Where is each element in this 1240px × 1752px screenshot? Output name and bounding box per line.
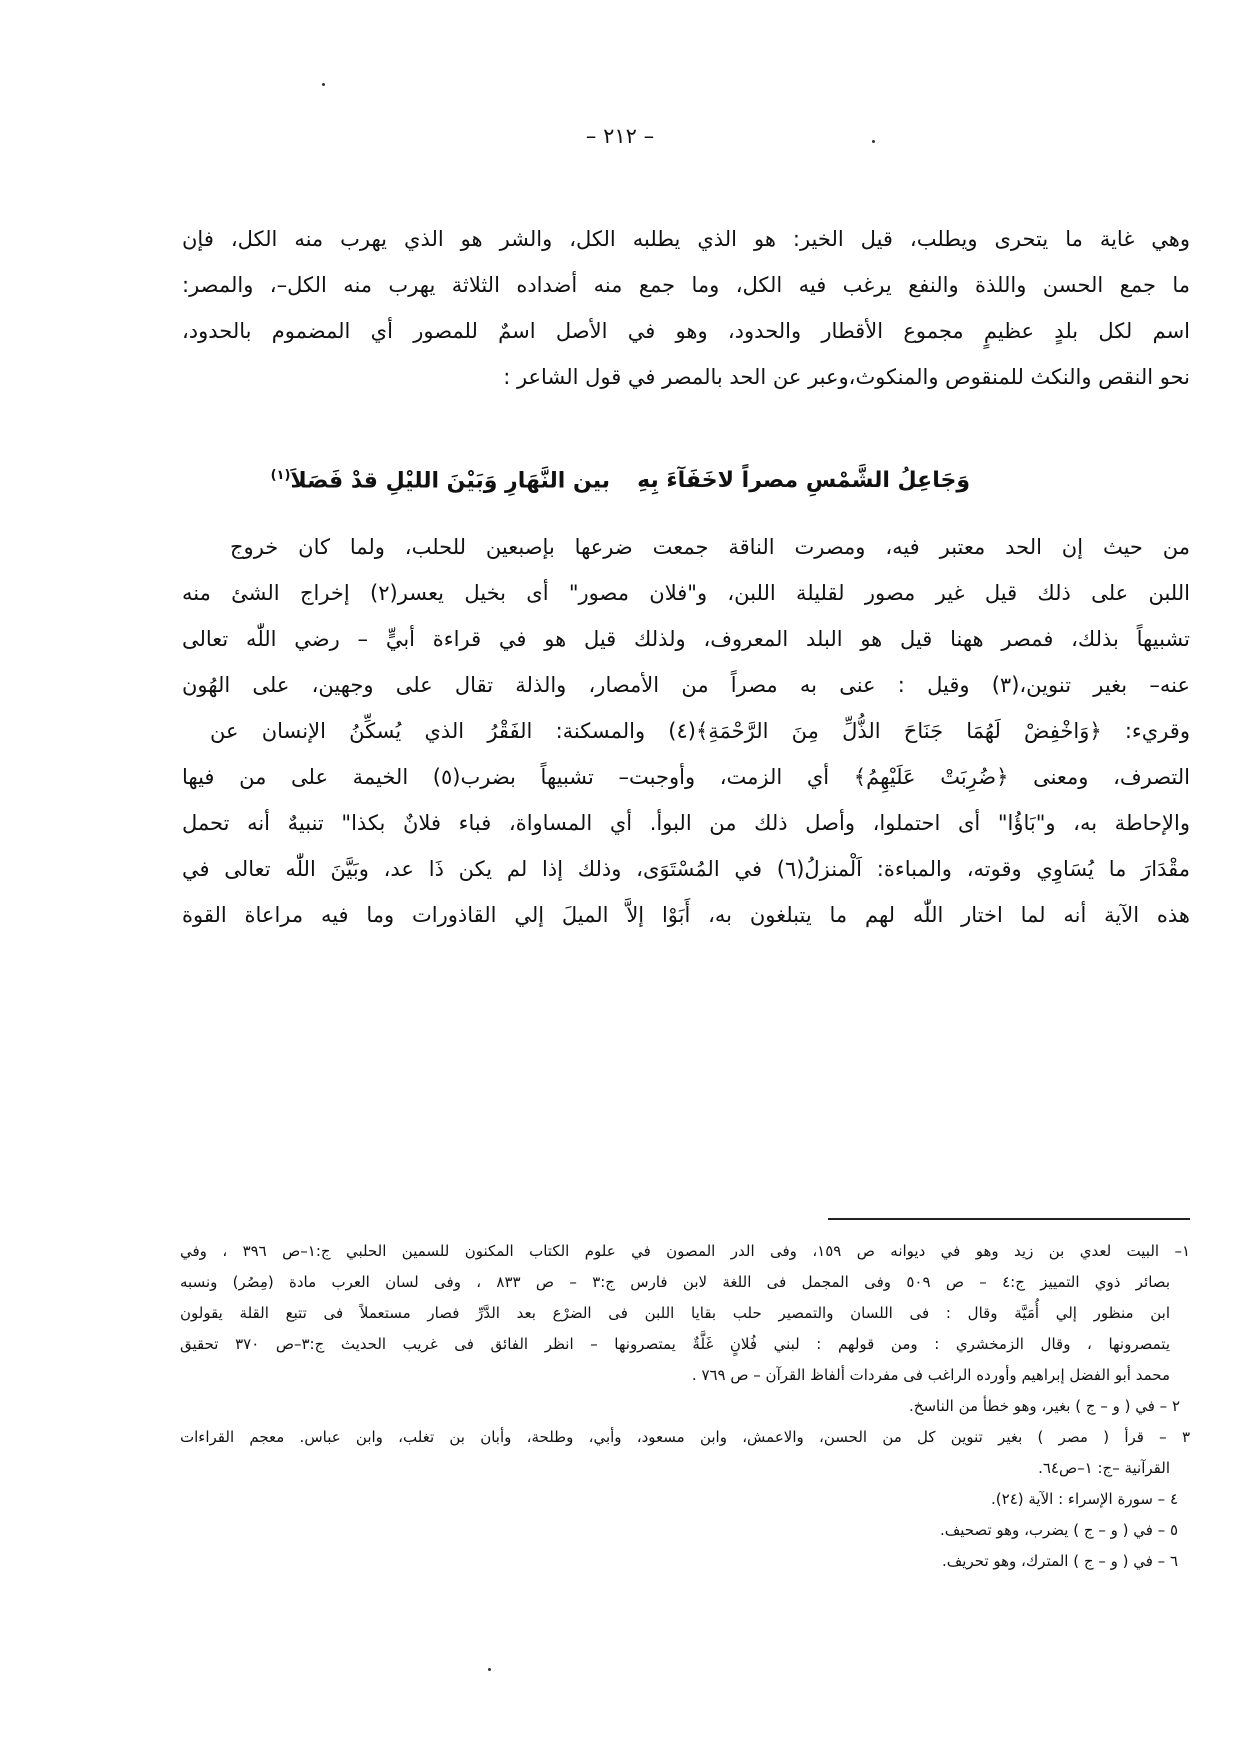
footnote-line: ١– البيت لعدي بن زيد وهو في ديوانه ص ١٥٩، وفى الدر المصون في علوم الكتاب المكنون للسمين الحلبي ج:١–ص ٣٩٦ ، وفي xyxy=(180,1242,1191,1260)
footnote-line: ٣ – قرأ ( مصر ) بغير تنوين كل من الحسن، والاعمش، وابن مسعود، وأبي، وطلحة، وأبان بن تغلب، وابن عباس. معجم القراءات xyxy=(180,1428,1190,1446)
footnote-line: بصائر ذوي التمييز ج:٤ – ص ٥٠٩ وفى المجمل فى اللغة لابن فارس ج:٣ – ص ٨٣٣ ، وفى لسان العرب مادة (مِصُر) ونسبه xyxy=(180,1273,1170,1291)
scan-speck xyxy=(322,83,325,86)
footnote-separator xyxy=(828,1218,1190,1220)
scan-speck xyxy=(488,1668,491,1671)
body-line: اسم لكل بلدٍ عظيمٍ مجموع الأقطار والحدود، وهو في الأصل اسمٌ للمصور أي المضموم بالحدود، xyxy=(182,319,1190,343)
footnote-ref: (١) xyxy=(270,468,291,483)
verse-hemistich-2: بين النَّهَارِ وَبَيْنَ الليْلِ قدْ فَصَلاَ xyxy=(290,468,610,494)
scan-speck xyxy=(872,140,875,143)
footnote-line: يتمصرونها ، وقال الزمخشري : ومن قولهم : لبني فُلانٍ غَلَّةٌ يمتصرونها – انظر الفائق فى غريب الحديث ج:٣–ص ٣٧٠ تحقيق xyxy=(180,1335,1171,1353)
page-number: – ٢١٢ – xyxy=(585,124,655,148)
body-line: التصرف، ومعنى ﴿ضُرِبَتْ عَلَيْهِمُ﴾ أي الزمت، وأوجبت– تشبيهاً بضرب(٥) الخيمة على من فيها xyxy=(182,765,1190,789)
verse-hemistich-1: وَجَاعِلُ الشَّمْسِ مصراً لاخَفَآءَ بِهِ xyxy=(637,468,970,493)
body-line: وهي غاية ما يتحرى ويطلب، قيل الخير: هو الذي يطلبه الكل، والشر هو الذي يهرب منه الكل، فإن xyxy=(182,227,1190,251)
verse-hemistich-2-wrap xyxy=(271,468,610,493)
body-line: مقْدَارَ ما يُسَاوِي وقوته، والمباءة: اَلْمنزلُ(٦) في المُسْتَوَى، وذلك إذا لم يكن ذَا عد، وبَيَّنَ اللّٰه تعالى في xyxy=(182,857,1190,881)
body-line: من حيث إن الحد معتبر فيه، ومصرت الناقة جمعت ضرعها بإصبعين للحلب، ولما كان خروج xyxy=(230,535,1190,559)
footnote-line: القرآنية –ج: ١–ص٦٤. xyxy=(1038,1459,1170,1477)
body-line: ما جمع الحسن واللذة والنفع يرغب فيه الكل، وما جمع منه أضداده الثلاثة يهرب منه الكل–، والمصر: xyxy=(182,273,1190,297)
footnote-line: ٢ – في ( و – ج ) بغير، وهو خطأ من الناسخ. xyxy=(909,1397,1180,1415)
body-line: تشبيهاً بذلك، فمصر ههنا قيل هو البلد المعروف، ولذلك قيل هو في قراءة أبيٍّ – رضي اللّٰه تعالى xyxy=(182,627,1190,651)
body-line: اللبن على ذلك قيل غير مصور لقليلة اللبن، و"فلان مصور" أى بخيل يعسر(٢) إخراج الشئ منه xyxy=(182,581,1190,605)
footnote-line: ٤ – سورة الإسراء : الآية (٢٤). xyxy=(991,1490,1178,1508)
footnote-line: ٥ – في ( و – ج ) يضرب، وهو تصحيف. xyxy=(939,1521,1178,1539)
body-line: وقريء: ﴿وَاخْفِضْ لَهُمَا جَنَاحَ الذُّلِّ مِنَ الرَّحْمَةِ﴾(٤) والمسكنة: الفَقْرُ الذي يُسكِّنُ الإنسان عن xyxy=(210,719,1190,743)
body-line: عنه– بغير تنوين،(٣) وقيل : عنى به مصراً من الأمصار، والذلة تقال على وجهين، على الهُون xyxy=(182,673,1190,697)
footnote-line: ٦ – في ( و – ج ) المترك، وهو تحريف. xyxy=(942,1552,1178,1570)
body-line: هذه الآية أنه لما اختار اللّٰه لهم ما يتبلغون به، أَبَوْا إلاَّ الميلَ إلي القاذورات وما فيه مراعاة القوة xyxy=(182,903,1190,927)
body-line: نحو النقص والنكث للمنقوص والمنكوث،وعبر عن الحد بالمصر في قول الشاعر : xyxy=(503,365,1190,389)
footnote-line: محمد أبو الفضل إبراهيم وأورده الراغب فى مفردات ألفاظ القرآن – ص ٧٦٩ . xyxy=(691,1366,1170,1384)
footnote-line: ابن منظور إلي أُمَيَّة وقال : فى اللسان والتمصير حلب بقايا اللبن فى الضرْع بعد الدَّرِّ فصار مستعملاً فى تتبع القلة يقولون xyxy=(180,1304,1170,1322)
body-line: والإحاطة به، و"بَاؤُا" أى احتملوا، وأصل ذلك من البوأ. أي المساواة، فباء فلانٌ بكذا" تنبيهٌ أنه تحمل xyxy=(182,811,1190,835)
